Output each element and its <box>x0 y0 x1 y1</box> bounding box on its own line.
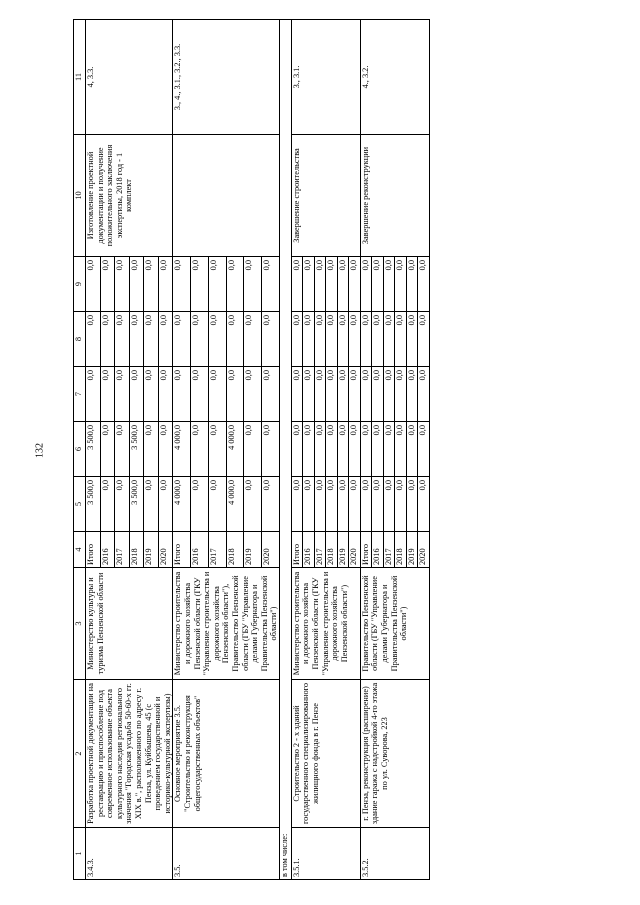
year-cell: 2016 <box>303 532 315 568</box>
year-cell: 2020 <box>418 532 430 568</box>
value-cell-9: 0,0 <box>418 257 430 312</box>
value-cell-6: 0,0 <box>262 422 280 477</box>
year-cell: 2017 <box>383 532 395 568</box>
value-cell-5: 0,0 <box>406 477 418 532</box>
value-cell-9: 0,0 <box>383 257 395 312</box>
year-cell: 2020 <box>349 532 361 568</box>
value-cell-7: 0,0 <box>326 367 338 422</box>
row-result-cell: Завершение строительства <box>291 135 360 257</box>
row-result-cell: Изготовление проектной документации и получение положительного заключения экспертизы, 2018 год - 1 комплект <box>86 135 173 257</box>
value-cell-6: 0,0 <box>337 422 349 477</box>
value-cell-8: 0,0 <box>326 312 338 367</box>
value-cell-7: 0,0 <box>86 367 101 422</box>
value-cell-9: 0,0 <box>191 257 209 312</box>
value-cell-7: 0,0 <box>395 367 407 422</box>
value-cell-7: 0,0 <box>314 367 326 422</box>
year-cell: 2016 <box>100 532 115 568</box>
year-cell: 2020 <box>262 532 280 568</box>
value-cell-7: 0,0 <box>337 367 349 422</box>
value-cell-9: 0,0 <box>395 257 407 312</box>
value-cell-8: 0,0 <box>115 312 130 367</box>
header-cell: 2 <box>74 680 86 828</box>
value-cell-6: 0,0 <box>360 422 372 477</box>
row-name-cell: Строительство 2 - х зданий государственного специализированного жилищного фонда в г. Пензе <box>291 680 360 828</box>
value-cell-7: 0,0 <box>129 367 144 422</box>
value-cell-7: 0,0 <box>158 367 173 422</box>
value-cell-8: 0,0 <box>191 312 209 367</box>
value-cell-9: 0,0 <box>262 257 280 312</box>
value-cell-5: 0,0 <box>349 477 361 532</box>
value-cell-5: 0,0 <box>360 477 372 532</box>
year-cell: Итого <box>173 532 191 568</box>
value-cell-9: 0,0 <box>360 257 372 312</box>
year-cell: 2018 <box>395 532 407 568</box>
year-cell: 2016 <box>191 532 209 568</box>
year-cell: 2020 <box>158 532 173 568</box>
value-cell-5: 0,0 <box>208 477 226 532</box>
value-cell-5: 0,0 <box>144 477 159 532</box>
value-cell-8: 0,0 <box>291 312 303 367</box>
header-cell: 4 <box>74 532 86 568</box>
value-cell-7: 0,0 <box>406 367 418 422</box>
row-links-cell: 3., 4., 3.1., 3.2., 3.3. <box>173 20 280 135</box>
row-id-cell: 3.5.1. <box>291 828 360 880</box>
value-cell-5: 0,0 <box>326 477 338 532</box>
header-cell: 3 <box>74 568 86 680</box>
value-cell-6: 0,0 <box>418 422 430 477</box>
value-cell-8: 0,0 <box>129 312 144 367</box>
value-cell-9: 0,0 <box>244 257 262 312</box>
row-result-cell: Завершение реконструкции <box>360 135 429 257</box>
value-cell-9: 0,0 <box>173 257 191 312</box>
value-cell-5: 0,0 <box>337 477 349 532</box>
value-cell-9: 0,0 <box>129 257 144 312</box>
row-executor-cell: Правительство Пензенской области (ГБУ "Управление делами Губернатора и Правительства Пензенской области") <box>360 568 429 680</box>
value-cell-7: 0,0 <box>360 367 372 422</box>
value-cell-5: 0,0 <box>191 477 209 532</box>
value-cell-8: 0,0 <box>372 312 384 367</box>
page-number: 132 <box>34 443 46 458</box>
value-cell-7: 0,0 <box>303 367 315 422</box>
year-cell: 2017 <box>115 532 130 568</box>
header-cell: 9 <box>74 257 86 312</box>
value-cell-5: 0,0 <box>100 477 115 532</box>
year-cell: 2019 <box>244 532 262 568</box>
value-cell-5: 0,0 <box>314 477 326 532</box>
value-cell-5: 3 500,0 <box>129 477 144 532</box>
value-cell-7: 0,0 <box>100 367 115 422</box>
value-cell-8: 0,0 <box>349 312 361 367</box>
value-cell-9: 0,0 <box>100 257 115 312</box>
row-id-cell: 3.5.2. <box>360 828 429 880</box>
row-name-cell: Основное мероприятие 3.5. "Строительство и реконструкция общегосударственных объектов" <box>173 680 280 828</box>
row-name-cell: Разработка проектной документации на реставрацию и приспособление под современное использование объекта культурного наследия регионального значения "Городская усадьба 50-60-х гг. XIX в.", расположенного по адресу г. Пенза, ул. Куйбышева, 45 (с проведением государственной и историко-культурной экспертизы) <box>86 680 173 828</box>
value-cell-6: 0,0 <box>191 422 209 477</box>
table-row <box>173 20 191 880</box>
value-cell-7: 0,0 <box>349 367 361 422</box>
value-cell-5: 0,0 <box>303 477 315 532</box>
value-cell-8: 0,0 <box>360 312 372 367</box>
value-cell-5: 0,0 <box>395 477 407 532</box>
value-cell-5: 0,0 <box>291 477 303 532</box>
value-cell-9: 0,0 <box>291 257 303 312</box>
value-cell-6: 4 000,0 <box>173 422 191 477</box>
value-cell-8: 0,0 <box>86 312 101 367</box>
value-cell-8: 0,0 <box>208 312 226 367</box>
value-cell-8: 0,0 <box>244 312 262 367</box>
row-executor-cell: Министерство строительства и дорожного хозяйства Пензенской области (ГКУ "Управление строительства и дорожного хозяйства Пензенской области"), Правительство Пензенской области (ГБУ "Управление делами Губернатора и Правительства Пензенской области") <box>173 568 280 680</box>
value-cell-8: 0,0 <box>173 312 191 367</box>
header-cell: 5 <box>74 477 86 532</box>
year-cell: 2018 <box>226 532 244 568</box>
value-cell-6: 0,0 <box>372 422 384 477</box>
value-cell-8: 0,0 <box>158 312 173 367</box>
table-row <box>360 20 372 880</box>
year-cell: 2018 <box>326 532 338 568</box>
value-cell-6: 0,0 <box>326 422 338 477</box>
value-cell-9: 0,0 <box>303 257 315 312</box>
value-cell-7: 0,0 <box>191 367 209 422</box>
value-cell-7: 0,0 <box>173 367 191 422</box>
value-cell-8: 0,0 <box>406 312 418 367</box>
row-name-cell: г. Пенза, реконструкция (расширение) здание гаража с надстройкой 4-го этажа по ул. Суворова, 223 <box>360 680 429 828</box>
value-cell-6: 3 500,0 <box>86 422 101 477</box>
value-cell-8: 0,0 <box>383 312 395 367</box>
value-cell-8: 0,0 <box>395 312 407 367</box>
table-body <box>86 20 430 880</box>
value-cell-5: 0,0 <box>372 477 384 532</box>
value-cell-6: 0,0 <box>158 422 173 477</box>
header-cell: 7 <box>74 367 86 422</box>
year-cell: 2018 <box>129 532 144 568</box>
value-cell-6: 0,0 <box>383 422 395 477</box>
row-links-cell: 4, 3.3. <box>86 20 173 135</box>
value-cell-7: 0,0 <box>144 367 159 422</box>
header-cell: 10 <box>74 135 86 257</box>
row-result-cell <box>173 135 280 257</box>
value-cell-7: 0,0 <box>208 367 226 422</box>
value-cell-6: 0,0 <box>208 422 226 477</box>
program-table <box>73 19 430 880</box>
value-cell-8: 0,0 <box>100 312 115 367</box>
value-cell-7: 0,0 <box>372 367 384 422</box>
year-cell: Итого <box>360 532 372 568</box>
row-links-cell: 4., 3.2. <box>360 20 429 135</box>
row-links-cell: 3., 3.1. <box>291 20 360 135</box>
value-cell-9: 0,0 <box>349 257 361 312</box>
value-cell-6: 4 000,0 <box>226 422 244 477</box>
year-cell: 2017 <box>314 532 326 568</box>
value-cell-9: 0,0 <box>314 257 326 312</box>
value-cell-6: 0,0 <box>115 422 130 477</box>
value-cell-7: 0,0 <box>244 367 262 422</box>
year-cell: 2019 <box>144 532 159 568</box>
value-cell-7: 0,0 <box>418 367 430 422</box>
header-cell: 6 <box>74 422 86 477</box>
value-cell-8: 0,0 <box>314 312 326 367</box>
value-cell-9: 0,0 <box>226 257 244 312</box>
value-cell-5: 0,0 <box>115 477 130 532</box>
value-cell-6: 0,0 <box>291 422 303 477</box>
value-cell-7: 0,0 <box>226 367 244 422</box>
value-cell-9: 0,0 <box>144 257 159 312</box>
section-label: в том числе: <box>279 20 291 880</box>
value-cell-6: 0,0 <box>349 422 361 477</box>
header-cell: 1 <box>74 828 86 880</box>
value-cell-6: 3 500,0 <box>129 422 144 477</box>
value-cell-7: 0,0 <box>291 367 303 422</box>
year-cell: 2019 <box>337 532 349 568</box>
value-cell-8: 0,0 <box>337 312 349 367</box>
header-row <box>74 20 86 880</box>
value-cell-7: 0,0 <box>383 367 395 422</box>
value-cell-9: 0,0 <box>337 257 349 312</box>
table-row <box>291 20 303 880</box>
value-cell-8: 0,0 <box>144 312 159 367</box>
value-cell-8: 0,0 <box>262 312 280 367</box>
value-cell-7: 0,0 <box>262 367 280 422</box>
value-cell-9: 0,0 <box>406 257 418 312</box>
value-cell-5: 0,0 <box>418 477 430 532</box>
value-cell-6: 0,0 <box>395 422 407 477</box>
row-executor-cell: Министерство строительства и дорожного хозяйства Пензенской области (ГКУ "Управление строительства и дорожного хозяйства Пензенской области") <box>291 568 360 680</box>
value-cell-6: 0,0 <box>144 422 159 477</box>
value-cell-5: 0,0 <box>244 477 262 532</box>
value-cell-6: 0,0 <box>303 422 315 477</box>
value-cell-5: 0,0 <box>158 477 173 532</box>
value-cell-5: 4 000,0 <box>226 477 244 532</box>
rotated-page <box>73 20 617 880</box>
value-cell-5: 3 500,0 <box>86 477 101 532</box>
value-cell-8: 0,0 <box>418 312 430 367</box>
row-id-cell: 3.5. <box>173 828 280 880</box>
year-cell: Итого <box>291 532 303 568</box>
table-row <box>86 20 101 880</box>
header-cell: 8 <box>74 312 86 367</box>
value-cell-8: 0,0 <box>226 312 244 367</box>
section-row <box>279 20 291 880</box>
value-cell-5: 4 000,0 <box>173 477 191 532</box>
header-cell: 11 <box>74 20 86 135</box>
value-cell-6: 0,0 <box>406 422 418 477</box>
value-cell-9: 0,0 <box>158 257 173 312</box>
value-cell-5: 0,0 <box>262 477 280 532</box>
value-cell-9: 0,0 <box>372 257 384 312</box>
value-cell-6: 0,0 <box>100 422 115 477</box>
value-cell-6: 0,0 <box>244 422 262 477</box>
year-cell: Итого <box>86 532 101 568</box>
year-cell: 2016 <box>372 532 384 568</box>
value-cell-9: 0,0 <box>208 257 226 312</box>
value-cell-7: 0,0 <box>115 367 130 422</box>
value-cell-9: 0,0 <box>326 257 338 312</box>
row-id-cell: 3.4.3. <box>86 828 173 880</box>
row-executor-cell: Министерство культуры и туризма Пензенской области <box>86 568 173 680</box>
value-cell-6: 0,0 <box>314 422 326 477</box>
year-cell: 2019 <box>406 532 418 568</box>
value-cell-8: 0,0 <box>303 312 315 367</box>
value-cell-9: 0,0 <box>86 257 101 312</box>
year-cell: 2017 <box>208 532 226 568</box>
value-cell-5: 0,0 <box>383 477 395 532</box>
value-cell-9: 0,0 <box>115 257 130 312</box>
